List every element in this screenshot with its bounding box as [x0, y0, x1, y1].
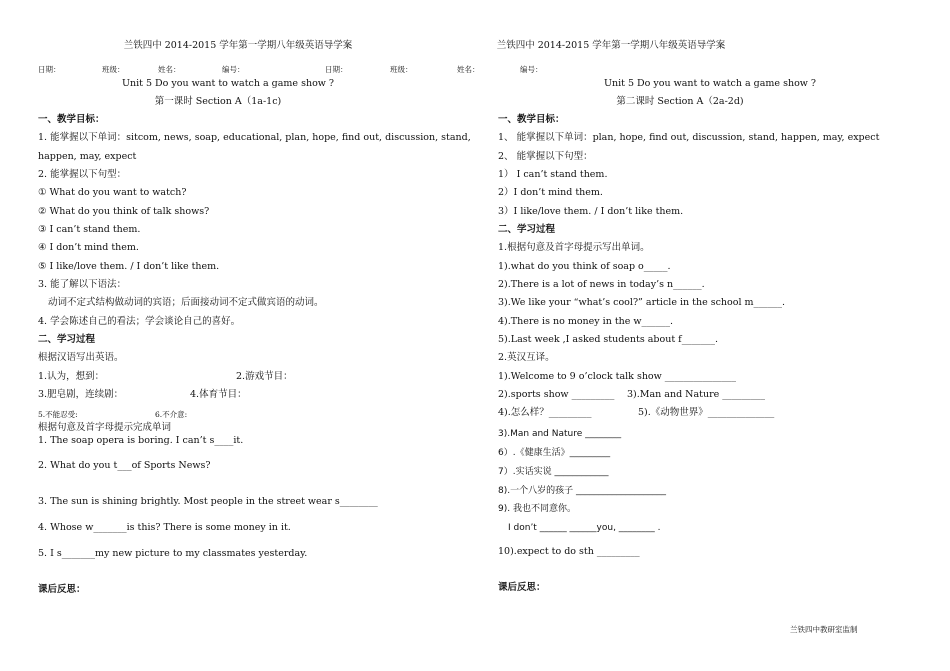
left-class-label: 班级：: [102, 65, 125, 74]
right-name-label: 姓名：: [457, 65, 480, 74]
right-number-label: 编号：: [520, 65, 543, 74]
right-ex2-item-5: 5).《动物世界》______________: [638, 407, 775, 418]
left-number-label: 编号：: [222, 65, 245, 74]
left-fill-4: 4. Whose w_______is this? There is some money in it.: [38, 522, 291, 533]
right-ex2-item-3: 3).Man and Nature _________: [627, 389, 766, 400]
left-lesson-title: 第一课时 Section A（1a-1c): [154, 96, 282, 107]
left-goal2: 2. 能掌握以下句型：: [38, 169, 127, 180]
left-reflection-label: 课后反思：: [38, 584, 86, 595]
left-date-label: 日期：: [38, 65, 61, 74]
right-ex2-item-1: 1).Welcome to 9 o’clock talk show _______________: [498, 371, 737, 382]
left-fill-2: 2. What do you t___of Sports News?: [38, 460, 211, 471]
right-ex2-item-10: 9). 我也不同意你。: [498, 504, 576, 514]
left-goal1-line2: happen, may, expect: [38, 151, 137, 162]
left-section2-heading: 二、学习过程: [38, 334, 96, 345]
right-pattern-3: 3）I like/love them. / I don’t like them.: [498, 206, 684, 217]
footer-credit: 兰铁四中教研室监制: [790, 625, 858, 634]
right-ex2-item-10-answer: I don’t ______ ______you, ________ .: [508, 523, 661, 533]
right-ex1-item-4: 4).There is no money in the w______.: [498, 316, 674, 327]
right-unit-title: Unit 5 Do you want to watch a game show ?: [603, 78, 817, 89]
right-ex2-item-7: 6）.《健康生活》_________: [498, 448, 611, 458]
left-translate-1: 1.认为，想到：: [38, 371, 105, 382]
right-ex2-item-4: 4).怎么样？_________: [498, 407, 592, 418]
left-goal1-line1: 1. 能掌握以下单词：sitcom, news, soap, educational, plan, hope, find out, discussion, stand,: [38, 132, 471, 143]
left-fill-5: 5. I s_______my new picture to my classmates yesterday.: [38, 548, 308, 559]
right-ex2-item-9: 8).一个八岁的孩子 ____________________: [498, 486, 666, 496]
right-ex1-intro: 1.根据句意及首字母提示写出单词。: [498, 242, 650, 253]
left-pattern-1: ① What do you want to watch?: [38, 187, 187, 198]
right-section2-heading: 二、学习过程: [498, 224, 556, 235]
right-ex2-intro: 2.英汉互译。: [498, 352, 555, 363]
left-fill-intro: 根据句意及首字母提示完成单词: [38, 422, 172, 433]
right-ex2-item-8: 7）.实话实说 ____________: [498, 467, 609, 477]
right-goal2: 2、 能掌握以下句型：: [498, 151, 593, 162]
left-pattern-4: ④ I don’t mind them.: [38, 242, 139, 253]
right-ex2-item-11: 10).expect to do sth _________: [498, 546, 640, 557]
right-ex1-item-1: 1).what do you think of soap o_____.: [498, 261, 671, 272]
right-school-header: 兰铁四中 2014-2015 学年第一学期八年级英语导学案: [496, 40, 726, 51]
left-pattern-3: ③ I can’t stand them.: [38, 224, 141, 235]
left-translate-5: 5.不能忍受:: [38, 410, 78, 419]
left-school-header: 兰铁四中 2014-2015 学年第一学期八年级英语导学案: [123, 40, 353, 51]
left-unit-title: Unit 5 Do you want to watch a game show ?: [121, 78, 335, 89]
right-date-label: 日期：: [325, 65, 348, 74]
left-goal3-detail: 动词不定式结构做动词的宾语；后面接动词不定式做宾语的动词。: [48, 297, 324, 308]
right-pattern-2: 2）I don’t mind them.: [498, 187, 603, 198]
left-fill-3: 3. The sun is shining brightly. Most people in the street wear s________: [38, 496, 378, 507]
left-fill-1: 1. The soap opera is boring. I can’t s____it.: [38, 435, 244, 446]
right-ex1-item-3: 3).We like your “what’s cool?” article in the school m______.: [498, 297, 786, 308]
left-translate-4: 4.体育节目：: [190, 389, 247, 400]
right-ex2-item-6: 3).Man and Nature ________: [498, 429, 622, 439]
left-translate-2: 2.游戏节目：: [236, 371, 293, 382]
left-translate-3: 3.肥皂剧，连续剧：: [38, 389, 124, 400]
left-translate-6: 6.不介意:: [155, 410, 188, 419]
left-section1-heading: 一、教学目标：: [38, 114, 105, 125]
left-pattern-5: ⑤ I like/love them. / I don’t like them.: [38, 261, 220, 272]
left-translate-intro: 根据汉语写出英语。: [38, 352, 124, 363]
right-reflection-label: 课后反思：: [498, 582, 546, 593]
left-pattern-2: ② What do you think of talk shows?: [38, 206, 210, 217]
right-section1-heading: 一、教学目标：: [498, 114, 565, 125]
right-ex1-item-2: 2).There is a lot of news in today’s n______.: [498, 279, 705, 290]
left-name-label: 姓名：: [158, 65, 181, 74]
left-goal3: 3. 能了解以下语法：: [38, 279, 127, 290]
right-ex1-item-5: 5).Last week ,I asked students about f_______.: [498, 334, 718, 345]
right-goal1: 1、 能掌握以下单词：plan, hope, find out, discussion, stand, happen, may, expect: [498, 132, 880, 143]
right-lesson-title: 第二课时 Section A（2a-2d): [616, 96, 744, 107]
right-class-label: 班级：: [390, 65, 413, 74]
left-goal4: 4. 学会陈述自己的看法；学会谈论自己的喜好。: [38, 316, 241, 327]
right-pattern-1: 1） I can’t stand them.: [498, 169, 608, 180]
right-ex2-item-2: 2).sports show _________: [498, 389, 615, 400]
